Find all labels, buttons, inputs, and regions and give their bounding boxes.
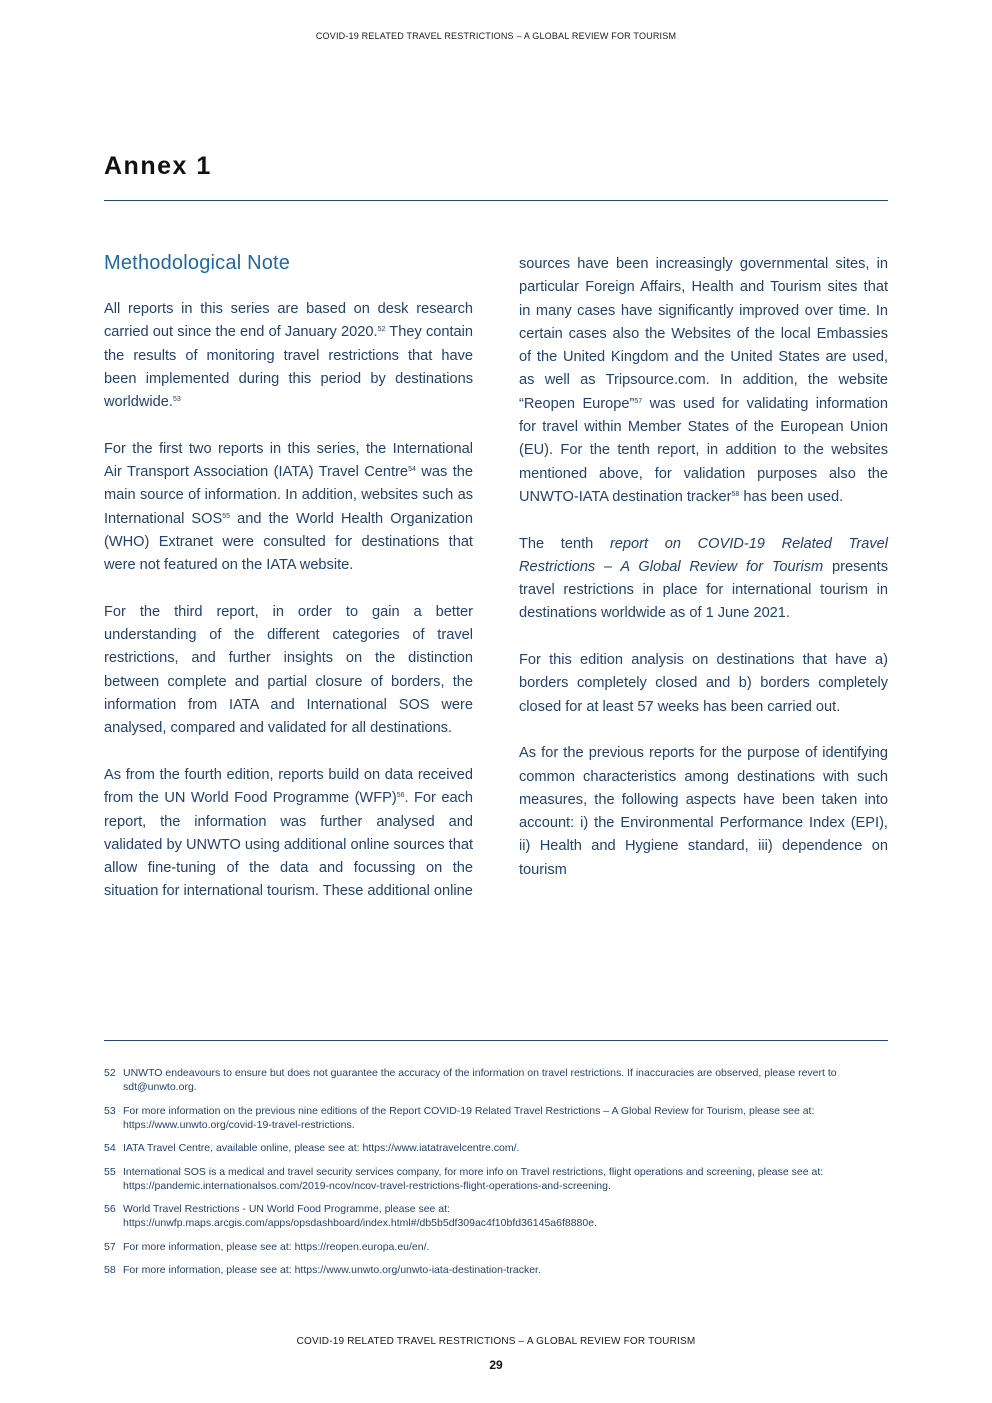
left-column [104, 250, 473, 904]
footnote-number: 52 [104, 1067, 116, 1079]
footnote-number: 53 [104, 1104, 116, 1117]
report-title-italic: report on COVID-19 Related Travel Restrictions – A Global Review for Tourism [519, 535, 889, 575]
footnote-text: World Travel Restrictions - UN World Food Programme, please see at: https://unwfp.maps.arcgis.com/apps/opsdashboard/index.html#/db5b5df309ac4f10bfd36145a6f8880e. [123, 1203, 597, 1229]
footnote-ref[interactable]: 56 [396, 792, 405, 800]
paragraph: For the third report, in order to gain a better understanding of the different categories of travel restrictions, and further insights on the distinction between complete and partial closure of borders, the information from IATA and International SOS were analysed, compared and validated for all destinations. [104, 603, 473, 737]
footnote-ref[interactable]: 53 [172, 396, 181, 404]
footnote [104, 1202, 888, 1230]
footnotes [104, 1066, 888, 1287]
right-column [519, 253, 888, 882]
text-run: and the World Health Organization (WHO) Extranet were consulted for destinations that were not featured on the IATA website. [104, 510, 473, 574]
footnote-number: 57 [104, 1240, 116, 1253]
title-divider [104, 200, 888, 201]
footnote [104, 1066, 888, 1094]
footnote-number: 55 [104, 1165, 116, 1178]
section-heading: Methodological Note [104, 252, 291, 274]
footnote [104, 1104, 888, 1132]
footnote [104, 1165, 888, 1193]
footnote-text: International SOS is a medical and travel security services company, for more info on Travel restrictions, flight operations and screening, please see at: https://pandemic.internationalsos.com/2019-ncov/ncov-travel-restrictions-flight-operations-and-screening. [123, 1165, 824, 1192]
footnote-number: 56 [104, 1203, 116, 1215]
text-run: was used for validating information for travel within Member States of the European Union (EU). For the tenth report, in addition to the websites mentioned above, for validation purposes also the UNWTO-IATA destination tracker [519, 395, 888, 505]
footnote [104, 1263, 888, 1277]
footnote-text: For more information on the previous nine editions of the Report COVID-19 Related Travel Restrictions – A Global Review for Tourism, please see at: https://www.unwto.org/covid-19-travel-restrictions. [123, 1104, 815, 1131]
paragraph [519, 253, 888, 509]
footnote-text: IATA Travel Centre, available online, please see at: https://www.iatatravelcentre.com/. [123, 1142, 520, 1154]
paragraph: As for the previous reports for the purpose of identifying common characteristics among destinations with such measures, the following aspects have been taken into account: i) the Environmental Performance Index (EPI), ii) Health and Hygiene standard, iii) dependence on tourism [519, 745, 888, 878]
footnote-divider [104, 1040, 888, 1041]
footnote-ref[interactable]: 58 [731, 490, 740, 498]
text-run: As from the fourth edition, reports build on data received from the UN World Food Programme (WFP) [104, 766, 473, 807]
paragraph [519, 533, 888, 626]
text-run: The tenth [519, 535, 610, 552]
text-run: They contain the results of monitoring travel restrictions that have been implemented during this period by destinations worldwide. [104, 324, 474, 411]
running-header: COVID-19 RELATED TRAVEL RESTRICTIONS – A GLOBAL REVIEW FOR TOURISM [315, 31, 677, 41]
text-run: . For each report, the information was further analysed and validated by UNWTO using additional online sources that allow fine-tuning of the data and focussing on the situation for international tourism. These additional online [104, 790, 473, 900]
paragraph [104, 438, 473, 578]
paragraph: For this edition analysis on destinations that have a) borders completely closed and b) borders completely closed for at least 57 weeks has been carried out. [519, 652, 888, 715]
text-run: was the main source of information. In addition, websites such as International SOS [104, 464, 473, 527]
footnote [104, 1240, 888, 1254]
footnote-text: For more information, please see at: https://www.unwto.org/unwto-iata-destination-tracker. [123, 1264, 541, 1276]
paragraph [104, 764, 473, 904]
footnote-ref[interactable]: 57 [634, 397, 643, 405]
paragraph [104, 298, 473, 414]
footnote-text: UNWTO endeavours to ensure but does not guarantee the accuracy of the information on travel restrictions. If inaccuracies are observed, please revert to sdt@unwto.org. [123, 1067, 837, 1093]
text-run: sources have been increasingly governmental sites, in particular Foreign Affairs, Health and Tourism sites that in many cases have significantly improved over time. In certain cases also the Websites of the local Embassies of the United Kingdom and the United States are used, as well as Tripsource.com. In addition, the website “Reopen Europe” [519, 256, 888, 412]
page-number: 29 [489, 1358, 503, 1372]
footnote [104, 1141, 888, 1155]
footnote-ref[interactable]: 55 [222, 512, 231, 520]
text-run: All reports in this series are based on desk research carried out since the end of January 2020. [104, 301, 473, 341]
running-footer: COVID-19 RELATED TRAVEL RESTRICTIONS – A GLOBAL REVIEW FOR TOURISM [296, 1336, 696, 1347]
footnote-ref[interactable]: 52 [377, 326, 386, 334]
footnote-number: 54 [104, 1142, 116, 1154]
page-title: Annex 1 [104, 152, 212, 180]
text-run: presents travel restrictions in place for international tourism in destinations worldwide as of 1 June 2021. [519, 558, 888, 622]
text-run: has been used. [739, 488, 844, 505]
footnote-ref[interactable]: 54 [408, 466, 416, 474]
footnote-number: 58 [104, 1264, 116, 1276]
text-run: For the first two reports in this series, the International Air Transport Association (IATA) Travel Centre [104, 440, 473, 481]
footnote-text: For more information, please see at: https://reopen.europa.eu/en/. [123, 1240, 430, 1253]
